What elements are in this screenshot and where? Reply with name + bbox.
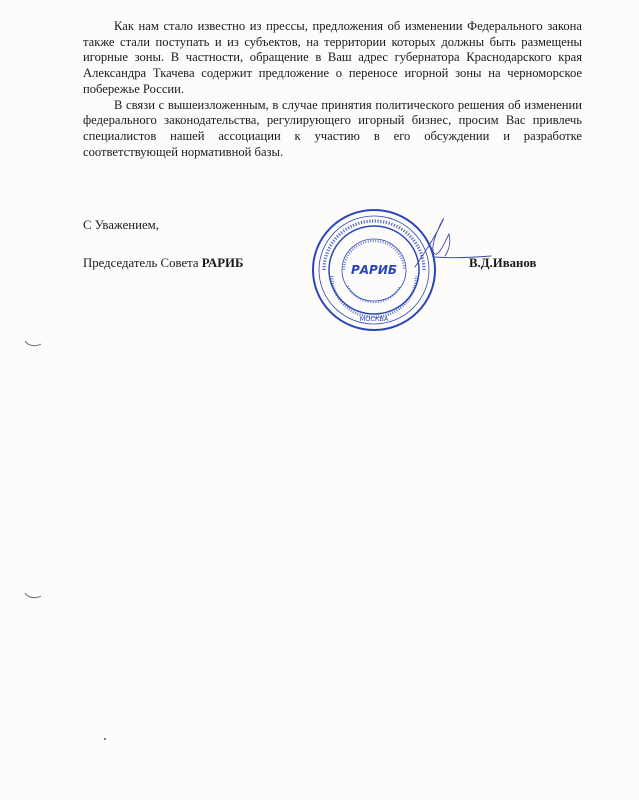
hole-punch-mark-icon [24,592,42,600]
signatory-name: В.Д.Иванов [469,256,537,270]
handwritten-signature-icon [395,212,495,282]
paragraph-2: В связи с вышеизложенным, в случае принятия политического решения об изменении федерального законодательства, регулирующего игорный бизнес, просим Вас привлечь специалистов нашей ассоциации к участию в его обсуждении и разработке соответствующей нормативной базы. [83,97,582,159]
signatory-org: РАРИБ [201,256,244,270]
hole-punch-mark-icon [24,340,42,348]
scan-speck [104,738,106,740]
signatory-title-text: Председатель Совета [83,256,202,270]
closing-salutation: С Уважением, [83,218,159,232]
letter-body [83,19,582,160]
stamp-city-text: МОСКВА [359,315,389,323]
stamp-center-text: РАРИБ [350,263,398,277]
signatory-title [83,256,243,271]
paragraph-1: Как нам стало известно из прессы, предложения об изменении Федерального закона также стали поступать и из субъектов, на территории которых должны быть размещены игорные зоны. В частности, обращение в Ваш адрес губернатора Краснодарского края Александра Ткачева содержит предложение о переносе игорной зоны на черноморское побережье России. [83,19,582,96]
